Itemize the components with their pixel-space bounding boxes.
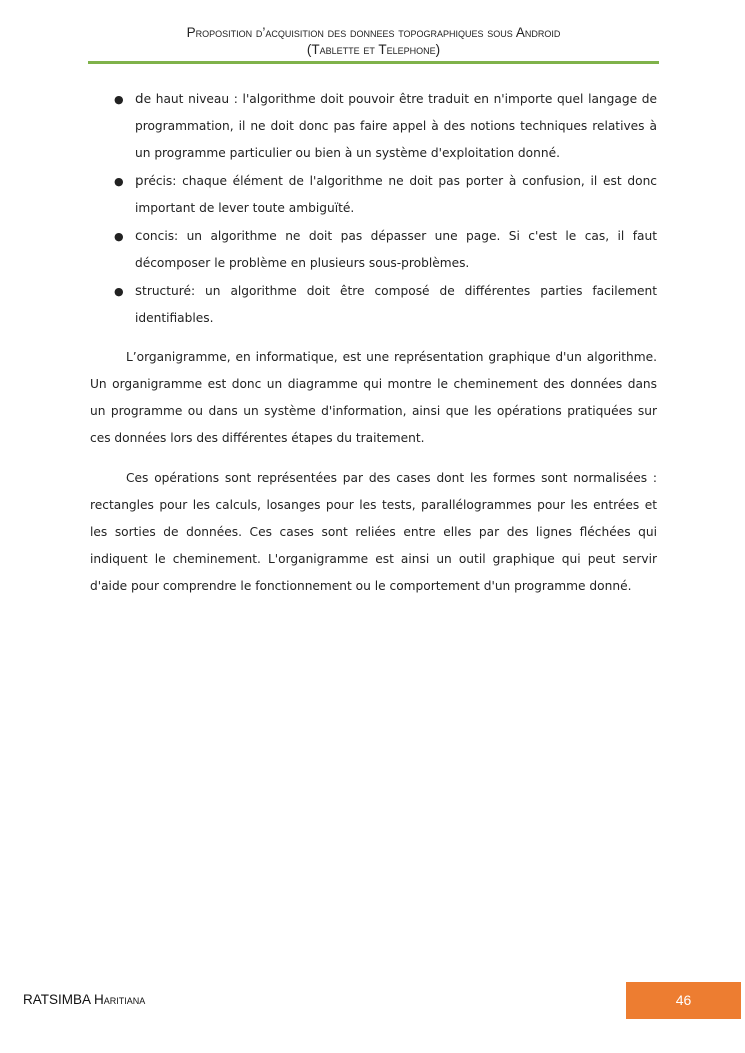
criteria-list	[90, 86, 657, 332]
paragraph-operations: Ces opérations sont représentées par des cases dont les formes sont normalisées : rectangles pour les calculs, losanges pour les tests, parallélogrammes pour les entrées et les sorties de données. Ces cases sont reliées entre elles par des lignes fléchées qui indiquent le cheminement. L'organigramme est ainsi un outil graphique qui peut servir d'aide pour comprendre le fonctionnement ou le comportement d'un programme donné.	[90, 471, 657, 593]
page-body	[90, 86, 657, 600]
list-item-text: récis: chaque élément de l'algorithme ne doit pas porter à confusion, il est donc important de lever toute ambiguïté.	[135, 174, 657, 215]
bullet-icon: ●	[114, 285, 124, 298]
header-title-line-1: Proposition d’acquisition des donnees topographiques sous Android	[186, 25, 561, 40]
list-item-precise	[90, 168, 657, 222]
bullet-icon: ●	[114, 93, 124, 106]
paragraph-organigramme-definition: L’organigramme, en informatique, est une représentation graphique d'un algorithme. Un organigramme est donc un diagramme qui montre le cheminement des données dans un programme ou dans un système d'information, ainsi que les opérations pratiquées sur ces données lors des différentes étapes du traitement.	[90, 350, 657, 445]
list-item-lead-letter: c	[135, 228, 143, 244]
list-item-lead-letter: s	[135, 283, 143, 299]
list-item-text: oncis: un algorithme ne doit pas dépasser une page. Si c'est le cas, il faut décomposer le problème en plusieurs sous-problèmes.	[135, 229, 657, 270]
list-item-lead-letter: p	[135, 173, 144, 189]
header-divider	[88, 61, 659, 64]
list-item-high-level	[90, 86, 657, 167]
header-title-line-2: (Tablette et Telephone)	[306, 42, 441, 57]
list-item-structured	[90, 278, 657, 332]
bullet-icon: ●	[114, 175, 124, 188]
footer-author: RATSIMBA Haritiana	[23, 992, 146, 1007]
list-item-concise	[90, 223, 657, 277]
list-item-text: e haut niveau : l'algorithme doit pouvoir être traduit en n'importe quel langage de programmation, il ne doit donc pas faire appel à des notions techniques relatives à un programme particulier ou bien à un système d'exploitation donné.	[135, 92, 657, 160]
list-item-lead-letter: d	[135, 91, 144, 107]
bullet-icon: ●	[114, 230, 124, 243]
page-header	[88, 24, 659, 58]
list-item-text: tructuré: un algorithme doit être composé de différentes parties facilement identifiables.	[135, 284, 657, 325]
page-number-badge: 46	[626, 982, 741, 1019]
